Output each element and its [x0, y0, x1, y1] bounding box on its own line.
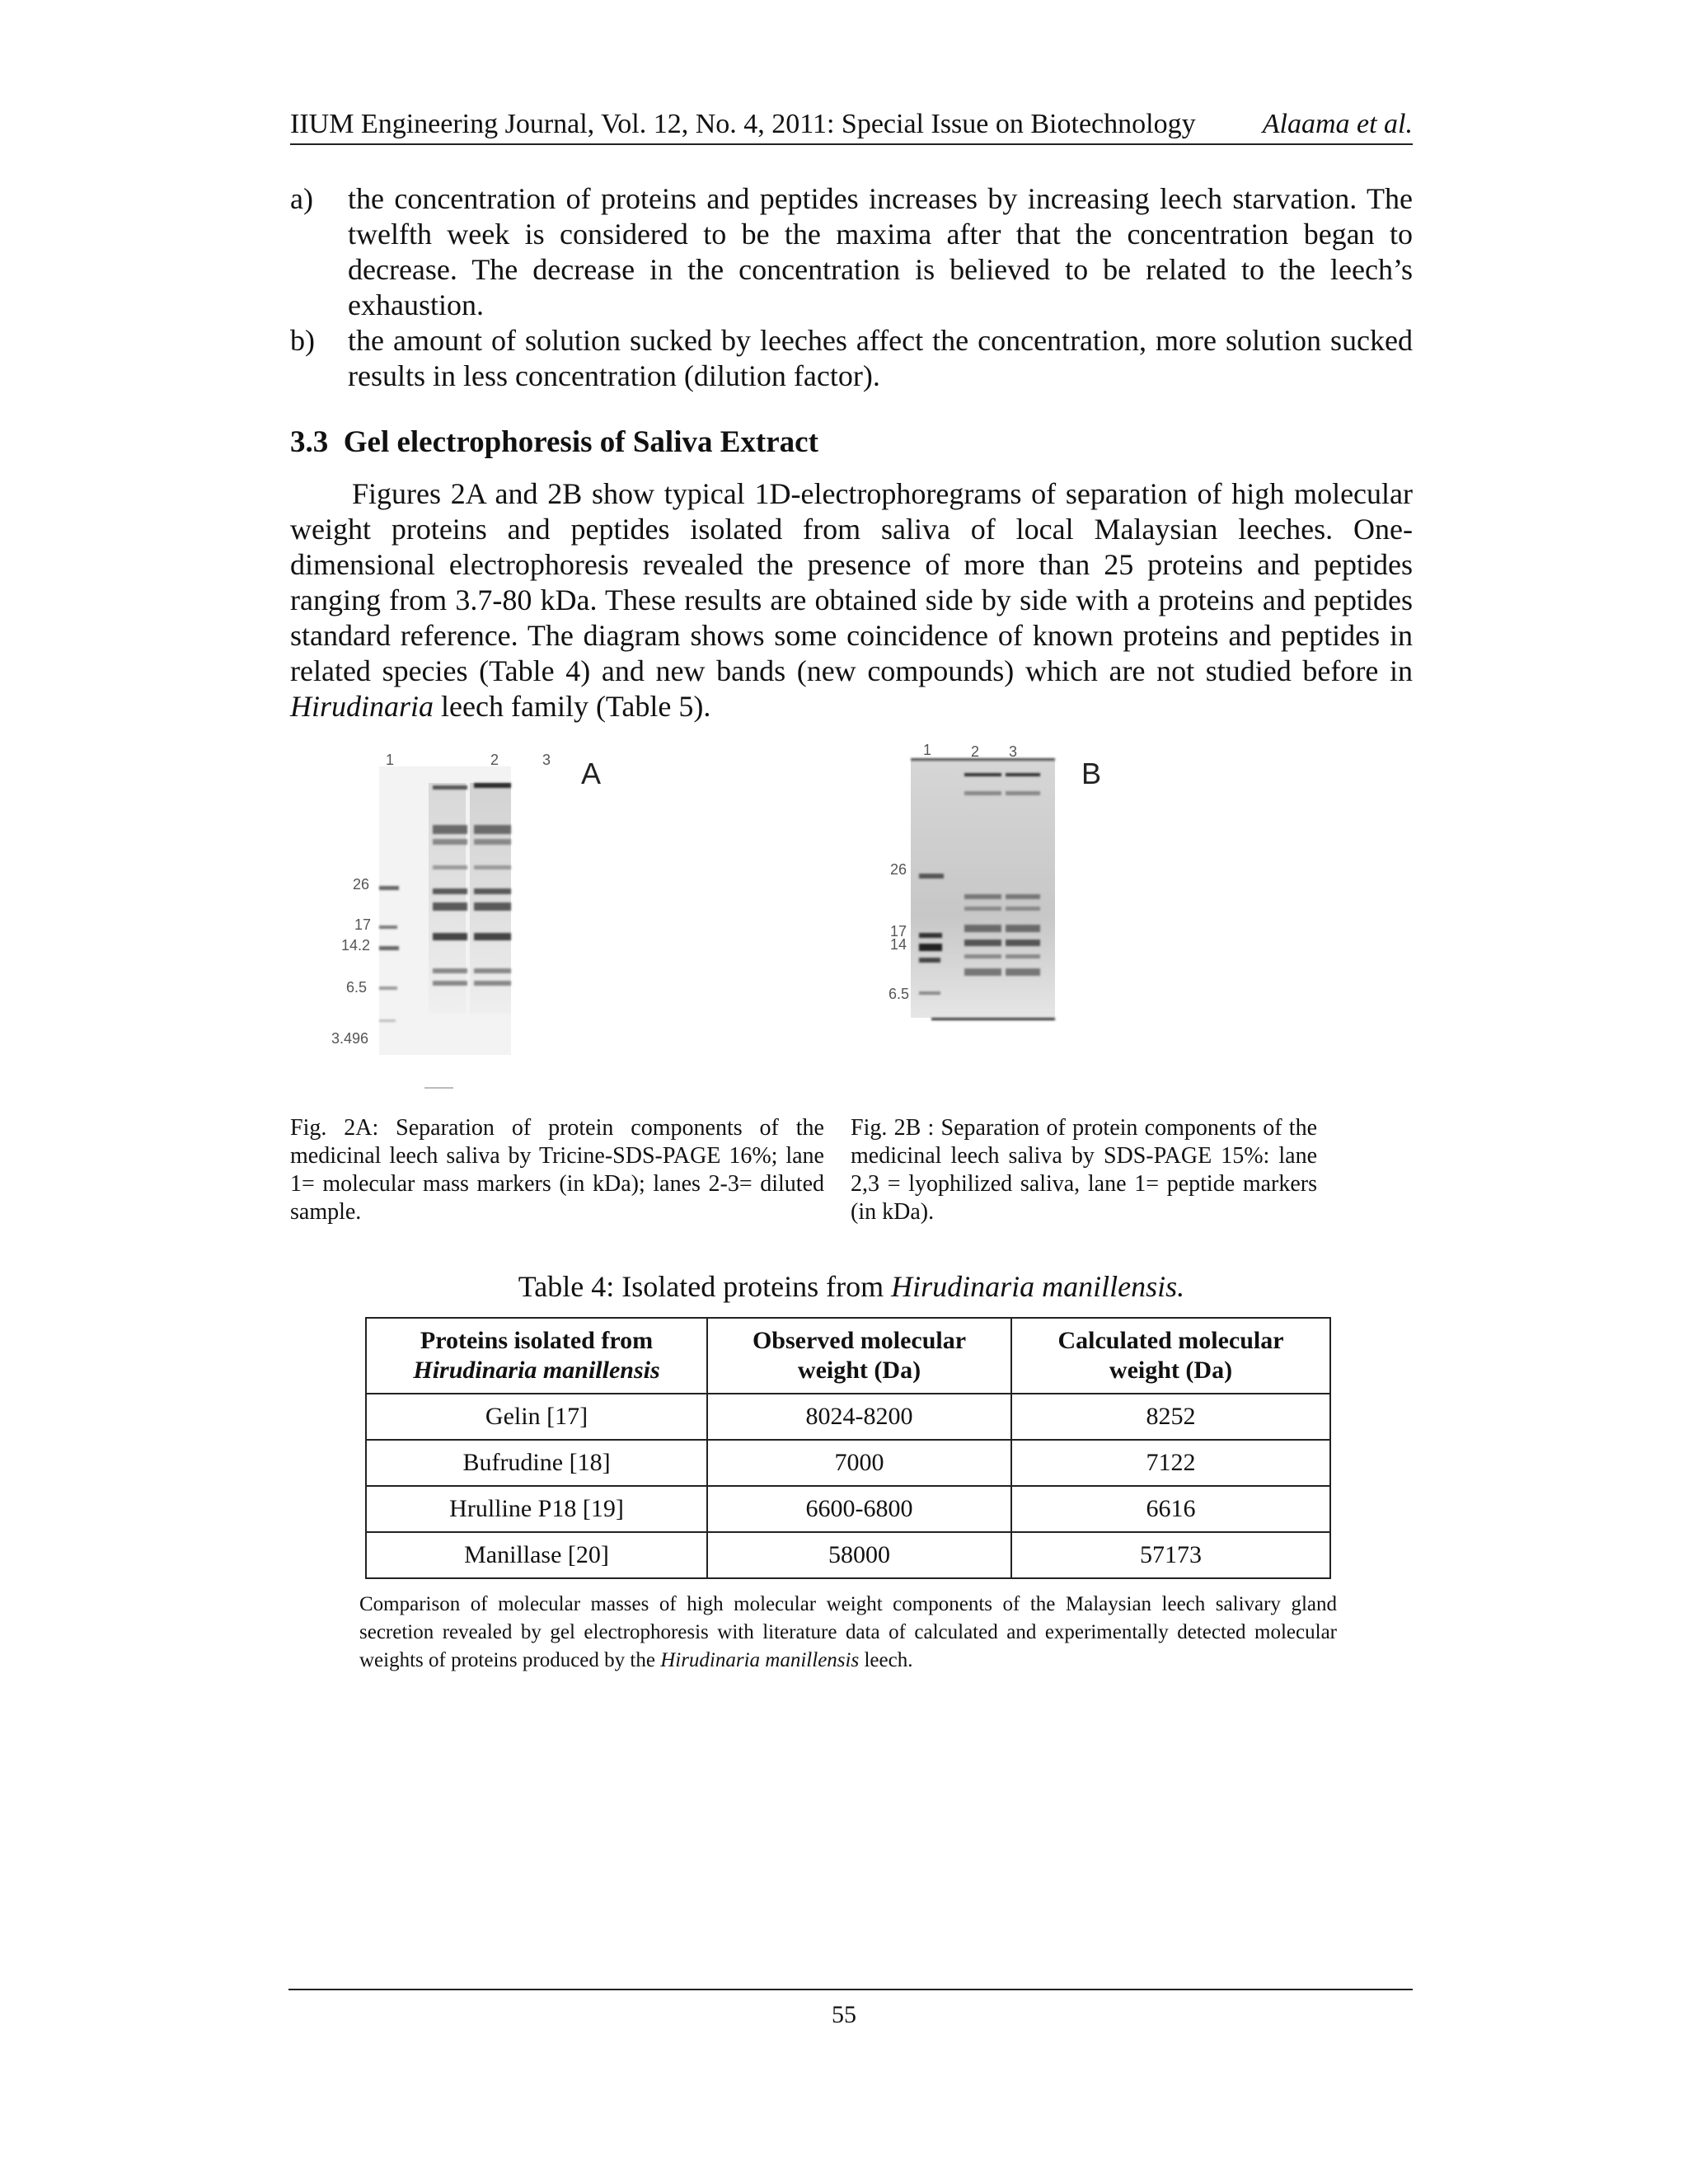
journal-title: IIUM Engineering Journal, Vol. 12, No. 4, 2011: Special Issue on Biotechnology	[290, 109, 1196, 139]
table-header-row	[366, 1318, 1330, 1394]
list-marker: b)	[290, 324, 315, 357]
footer-rule	[288, 1989, 1413, 1990]
lane-label: 3	[542, 752, 551, 768]
list-item-text: the concentration of proteins and peptides increases by increasing leech starvation. The twelfth week is considered to be the maxima after that the concentration began to decrease. The decrease in the concentration is believed to be related to the leech’s exhaustion.	[348, 182, 1413, 321]
table-cell: Hrulline P18 [19]	[366, 1486, 707, 1532]
table-row	[366, 1486, 1330, 1532]
table-caption-text: Table 4: Isolated proteins from	[518, 1270, 892, 1303]
lane-label: 1	[923, 742, 932, 758]
table-note-end: leech.	[859, 1649, 913, 1671]
table-cell: 6600-6800	[707, 1486, 1011, 1532]
lane-label: 1	[386, 752, 395, 768]
table-cell: 7000	[707, 1440, 1011, 1486]
body-paragraph	[290, 476, 1413, 724]
marker-label: 26	[353, 876, 370, 893]
table-cell: Manillase [20]	[366, 1532, 707, 1578]
table-cell: 57173	[1011, 1532, 1330, 1578]
proteins-table	[365, 1317, 1331, 1579]
paragraph-italic-term: Hirudinaria	[290, 690, 434, 723]
figure-caption-b: Fig. 2B : Separation of protein components of the medicinal leech saliva by SDS-PAGE 15%: lane 2,3 = lyophilized saliva, lane 1= peptide markers (in kDa).	[851, 1115, 1317, 1225]
column-header: Observed molecular weight (Da)	[707, 1318, 1011, 1394]
table-cell: 6616	[1011, 1486, 1330, 1532]
section-title: Gel electrophoresis of Saliva Extract	[343, 425, 818, 459]
marker-label: 14.2	[341, 937, 371, 954]
lane-label: 3	[1009, 743, 1018, 760]
list-item	[290, 323, 1413, 394]
marker-label: 26	[890, 861, 907, 878]
figure-caption-a: Fig. 2A: Separation of protein components of the medicinal leech saliva by Tricine-SDS-PAGE 16%; lane 1= molecular mass markers (in kDa); lanes 2-3= diluted sample.	[290, 1115, 824, 1225]
marker-label: 3.496	[331, 1030, 369, 1047]
table-note-species: Hirudinaria manillensis	[660, 1649, 860, 1671]
table-caption	[290, 1269, 1413, 1304]
findings-list	[290, 181, 1413, 394]
table-row	[366, 1394, 1330, 1440]
marker-label: 17	[354, 916, 372, 933]
page-number: 55	[832, 2001, 856, 2028]
lane-label: 2	[490, 752, 499, 768]
panel-label-b: B	[1081, 757, 1102, 790]
section-heading	[290, 424, 818, 460]
lane-label: 2	[971, 743, 980, 760]
list-item	[290, 181, 1413, 323]
marker-label: 6.5	[346, 979, 368, 996]
running-header	[290, 105, 1413, 145]
table-cell: Gelin [17]	[366, 1394, 707, 1440]
table-cell: 7122	[1011, 1440, 1330, 1486]
table-cell: 8252	[1011, 1394, 1330, 1440]
column-header: Calculated molecular weight (Da)	[1011, 1318, 1330, 1394]
table-row	[366, 1532, 1330, 1578]
paragraph-text: Figures 2A and 2B show typical 1D-electrophoregrams of separation of high molecular weight proteins and peptides isolated from saliva of local Malaysian leeches. One-dimensional electrophoresis revealed the presence of more than 25 proteins and peptides ranging from 3.7-80 kDa. These results are obtained side by side with a proteins and peptides standard reference. The diagram shows some coincidence of known proteins and peptides in related species (Table 4) and new bands (new compounds) which are not studied before in	[290, 477, 1413, 687]
list-item-text: the amount of solution sucked by leeches affect the concentration, more solution sucked results in less concentration (dilution factor).	[348, 324, 1413, 392]
table-row	[366, 1440, 1330, 1486]
section-number: 3.3	[290, 425, 329, 459]
table-note	[359, 1591, 1337, 1675]
table-caption-species: Hirudinaria manillensis.	[891, 1270, 1185, 1303]
paragraph-text-end: leech family (Table 5).	[434, 690, 711, 723]
table-note-text: Comparison of molecular masses of high molecular weight components of the Malaysian leech salivary gland secretion revealed by gel electrophoresis with literature data of calculated and experimentally detected molecular weights of proteins produced by the	[359, 1593, 1337, 1671]
table-cell: Bufrudine [18]	[366, 1440, 707, 1486]
table-cell: 58000	[707, 1532, 1011, 1578]
marker-label: 17	[890, 923, 907, 940]
header-authors: Alaama et al.	[1262, 109, 1413, 139]
marker-label: 14	[890, 936, 907, 953]
table-cell: 8024-8200	[707, 1394, 1011, 1440]
panel-label-a: A	[581, 757, 602, 790]
list-marker: a)	[290, 182, 313, 215]
marker-label: 6.5	[889, 986, 910, 1002]
column-header: Proteins isolated from Hirudinaria manillensis	[366, 1318, 707, 1394]
